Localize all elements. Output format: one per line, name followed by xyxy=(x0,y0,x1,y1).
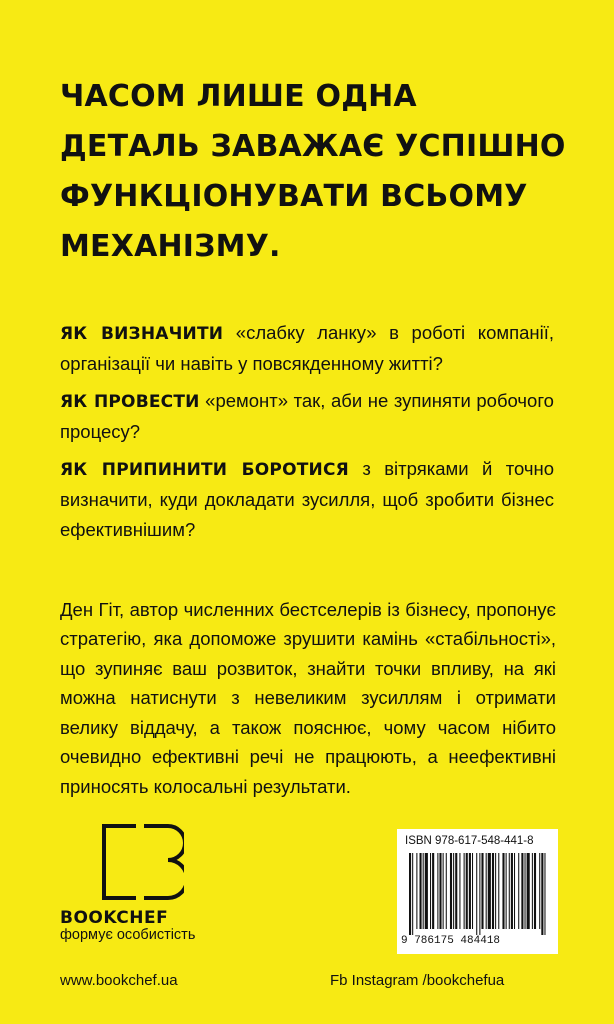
headline-line: ФУНКЦІОНУВАТИ ВСЬОМУ xyxy=(60,179,528,214)
question-text: «ремонт» так, аби не зупиняти робочого процесу? xyxy=(60,390,554,442)
headline-line: МЕХАНІЗМУ. xyxy=(60,229,281,264)
question-lead: ЯК ПРИПИНИТИ БОРОТИСЯ xyxy=(60,460,349,480)
isbn-label: ISBN 978-617-548-441-8 xyxy=(405,835,534,847)
question-item xyxy=(60,386,554,447)
question-lead: ЯК ВИЗНАЧИТИ xyxy=(60,324,224,344)
question-item xyxy=(60,454,554,545)
publisher-tagline: формує особистість xyxy=(60,927,196,943)
headline-line: ДЕТАЛЬ ЗАВАЖАЄ УСПІШНО xyxy=(60,129,566,164)
barcode-bars-icon xyxy=(409,853,546,935)
questions-block xyxy=(60,318,554,552)
bookchef-logo-icon xyxy=(102,824,184,900)
question-text: з вітряками й точно визначити, куди докладати зусилля, щоб зробити бізнес ефективнішим? xyxy=(60,458,554,540)
social-handle: Fb Instagram /bookchefua xyxy=(330,972,505,989)
isbn-barcode xyxy=(397,829,558,954)
publisher-name: BOOKCHEF xyxy=(60,908,169,928)
question-text: «слабку ланку» в роботі компанії, організації чи навіть у повсякденному житті? xyxy=(60,322,554,374)
headline xyxy=(60,72,580,272)
isbn-digits: 9 786175 484418 xyxy=(401,935,501,947)
publisher-logo xyxy=(60,824,230,943)
question-item xyxy=(60,318,554,379)
description-paragraph: Ден Гіт, автор численних бестселерів із бізнесу, пропонує стратегію, яка допоможе зрушити камінь «стабільності», що зупиняє ваш розвиток, знайти точки впливу, на які можна натиснути з невеликим зусиллям і отримати велику віддачу, а також пояснює, чому часом нібито очевидно ефективні речі не працюють, а неефективні приносять колосальні результати. xyxy=(60,598,556,797)
website-link[interactable]: www.bookchef.ua xyxy=(60,972,178,989)
headline-line: ЧАСОМ ЛИШЕ ОДНА xyxy=(60,79,417,114)
question-lead: ЯК ПРОВЕСТИ xyxy=(60,392,200,412)
